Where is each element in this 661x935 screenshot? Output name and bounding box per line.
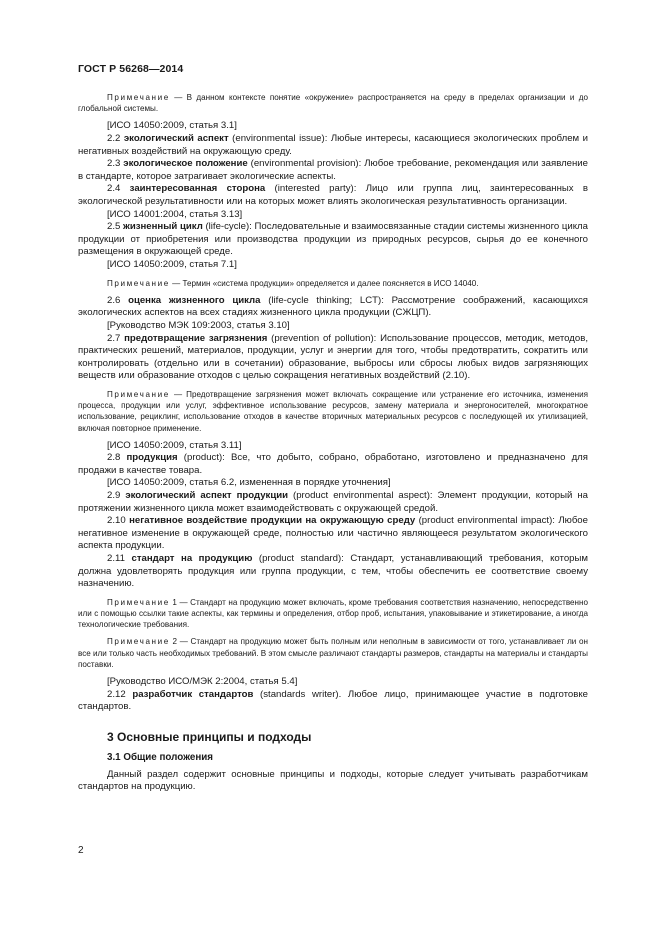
term-number: 2.8 <box>107 452 121 464</box>
term-name: стандарт на продукцию <box>131 553 253 565</box>
term-text: (life-cycle thinking; LCT): Рассмотрение соображений, касающихся экологических аспектов на всех стадиях жизненного цикла продукции (СЖЦП). <box>78 294 588 319</box>
term-name: оценка жизненного цикла <box>128 294 261 306</box>
term-definition <box>78 295 588 320</box>
term-text: (life-cycle): Последовательные и взаимосвязанные стадии системы жизненного цикла продукции от приобретения или производства продукции из природных ресурсов, сырья до ее конечного размещения в окружающей среде. <box>78 221 588 258</box>
note-paragraph <box>78 597 588 631</box>
term-number: 2.4 <box>107 183 121 195</box>
note-text: 2 — Стандарт на продукцию может быть полным или неполным в зависимости от того, устанавливает ли он все или только часть необходимых требований. В этом смысле различают стандарты размеров, стандарты на материалы и стандарты поставки. <box>78 637 588 669</box>
term-definition <box>78 490 588 515</box>
term-name: продукция <box>126 452 178 464</box>
term-definition <box>78 133 588 158</box>
term-text: (standards writer). Любое лицо, принимающее участие в подготовке стандартов. <box>78 688 588 713</box>
term-name: экологический аспект <box>123 133 229 144</box>
section-paragraph: Данный раздел содержит основные принципы и подходы, которые следует учитывать разработчикам стандартов на продукцию. <box>78 768 588 793</box>
reference-line: [ИСО 14050:2009, статья 6.2, измененная в порядке уточнения] <box>107 477 391 489</box>
page-number: 2 <box>78 845 84 856</box>
term-definition <box>78 452 588 477</box>
note-label: Примечание <box>107 278 170 288</box>
note-text: — Термин «система продукции» определяется и далее поясняется в ИСО 14040. <box>169 278 479 288</box>
subsection-heading: 3.1 Общие положения <box>107 751 214 763</box>
term-text: (environmental provision): Любое требование, рекомендация или заявление в стандарте, которое затрагивает экологические аспекты. <box>78 158 589 182</box>
term-definition <box>78 515 588 553</box>
term-definition <box>78 158 588 183</box>
term-definition <box>78 221 588 259</box>
definition-blocks <box>78 92 588 714</box>
note-paragraph <box>78 92 588 114</box>
term-text: (prevention of pollution): Использование процессов, методик, методов, практических решений, материалов, продукции, услуг и энергии для того, чтобы предотвратить, сократить или контролировать (отдельно или в сочетании) образование, выбросы или сбросы любых видов загрязняющих веществ или образование отходов с целью сокращения негативных воздействий (2.10). <box>78 332 588 382</box>
note-text: 1 — Стандарт на продукцию может включать, кроме требования соответствия назначению, непосредственно или с помощью ссылки такие аспекты, как термины и определения, отбор проб, испытания, упаковывание и этикетирование, а иногда технологические требования. <box>78 597 588 630</box>
term-text: (product standard): Стандарт, устанавливающий требования, которым должна удовлетворять продукция или группа продукции, с тем, чтобы обеспечить ее соответствие своему назначению. <box>78 553 588 590</box>
reference-line: [Руководство МЭК 109:2003, статья 3.10] <box>107 319 290 331</box>
note-paragraph <box>78 278 588 289</box>
term-number: 2.3 <box>107 158 121 170</box>
term-name: заинтересованная сторона <box>129 183 266 195</box>
term-name: разработчик стандартов <box>132 688 254 700</box>
note-paragraph <box>78 389 588 434</box>
term-name: экологическое положение <box>123 158 248 170</box>
standard-header: ГОСТ Р 56268—2014 <box>78 63 184 75</box>
term-definition <box>78 689 588 714</box>
term-text: (environmental issue): Любые интересы, касающиеся экологических проблем и негативных воздействий на окружающую среду. <box>78 133 588 157</box>
section-heading: 3 Основные принципы и подходы <box>107 729 312 744</box>
note-label: Примечание <box>107 389 170 399</box>
term-name: предотвращение загрязнения <box>124 332 268 344</box>
term-number: 2.10 <box>107 515 126 527</box>
term-text: (product): Все, что добыто, собрано, обработано, изготовлено и предназначено для продажи в качестве товара. <box>78 452 588 476</box>
note-label: Примечание <box>107 93 170 102</box>
term-name: экологический аспект продукции <box>125 490 289 502</box>
term-definition <box>78 183 588 208</box>
note-label: Примечание <box>107 637 170 647</box>
reference-line: [ИСО 14050:2009, статья 3.1] <box>107 120 237 132</box>
term-number: 2.5 <box>107 221 121 233</box>
page-content <box>78 92 588 794</box>
term-number: 2.9 <box>107 490 121 502</box>
term-number: 2.11 <box>107 553 125 565</box>
note-label: Примечание <box>107 597 170 607</box>
term-text: (product environmental impact): Любое негативное изменение в окружающей среде, полностью или частично являющееся результатом экологического аспекта продукции. <box>78 515 588 552</box>
reference-line: [ИСО 14050:2009, статья 7.1] <box>107 258 237 270</box>
note-paragraph <box>78 636 588 670</box>
reference-line: [Руководство ИСО/МЭК 2:2004, статья 5.4] <box>107 676 298 688</box>
note-text: — В данном контексте понятие «окружение» распространяется на среду в пределах организации и до глобальной системы. <box>78 93 588 114</box>
reference-line: [ИСО 14050:2009, статья 3.11] <box>107 439 242 451</box>
term-number: 2.6 <box>107 294 121 306</box>
term-text: (product environmental aspect): Элемент продукции, который на протяжении жизненного цикла может взаимодействовать с окружающей средой. <box>78 490 588 514</box>
term-number: 2.12 <box>107 688 126 700</box>
term-definition <box>78 553 588 591</box>
reference-line: [ИСО 14001:2004, статья 3.13] <box>107 208 243 220</box>
term-text: (interested party): Лицо или группа лиц, заинтересованных в экологической результативности или на которых может влиять экологическая результативность организации. <box>78 183 588 207</box>
term-name: жизненный цикл <box>123 221 203 233</box>
term-number: 2.7 <box>107 332 121 344</box>
note-text: — Предотвращение загрязнения может включать сокращение или устранение его источника, изменения процесса, продукции или услуг, эффективное использование ресурсов, замену материала и энергоносителей, многократное использование, рециклинг, использование отходов в качестве вторичных материальных ресурсов с последующей их утилизацией, включая повторное применение. <box>78 389 588 433</box>
term-name: негативное воздействие продукции на окружающую среду <box>129 515 416 527</box>
term-definition <box>78 333 588 383</box>
term-number: 2.2 <box>107 133 121 144</box>
